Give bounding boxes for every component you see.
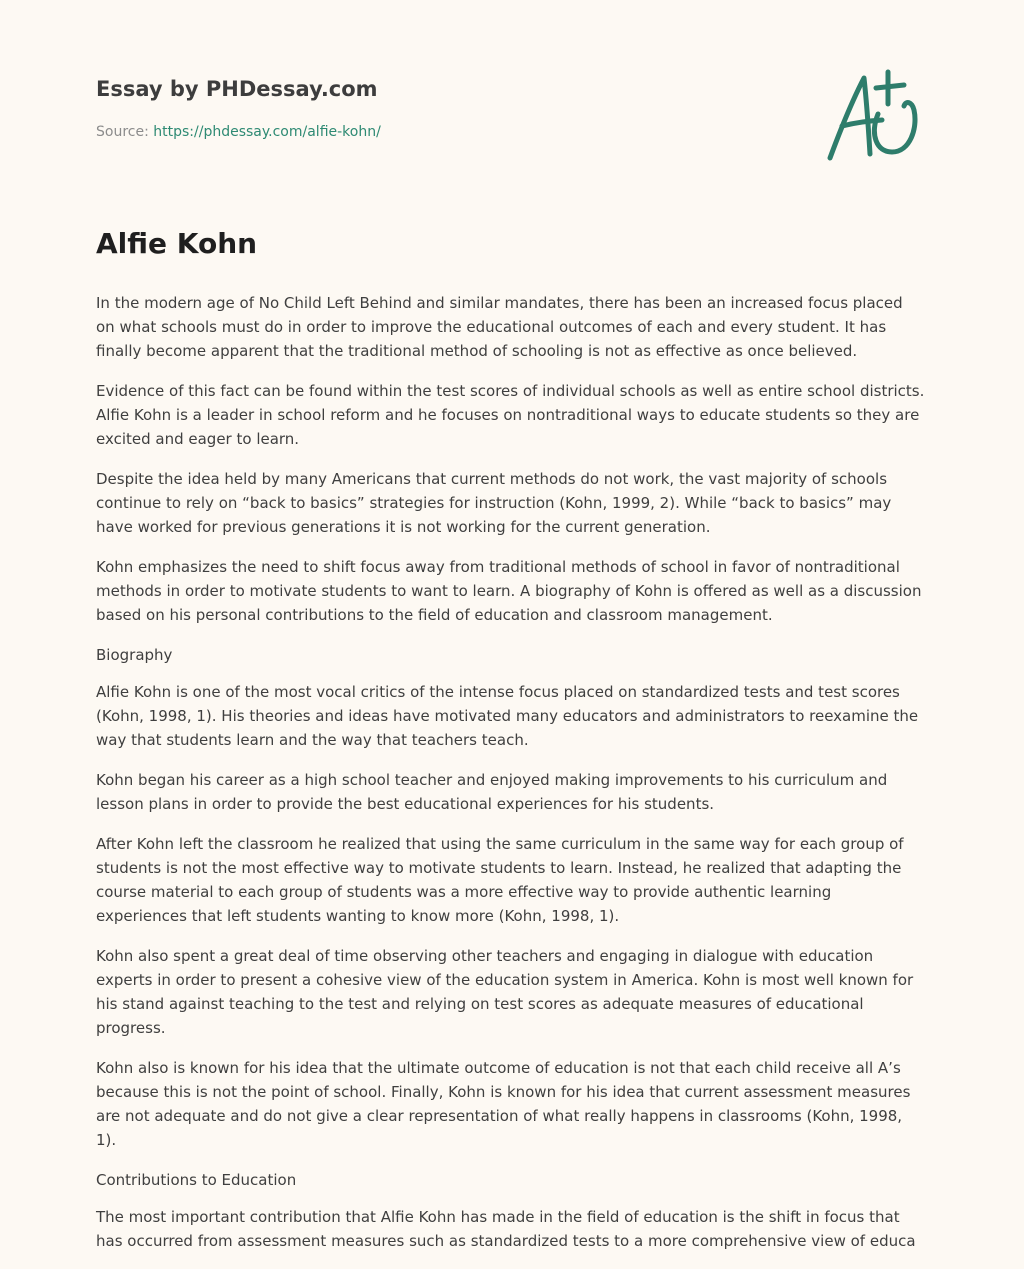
paragraph: Evidence of this fact can be found within the test scores of individual schools as well as entire school districts. Alfie Kohn is a leader in school reform and he focuses on nontraditional ways to educate students so they are excited and eager to learn. bbox=[96, 382, 925, 448]
essay-title: Alfie Kohn bbox=[96, 227, 258, 260]
page-header bbox=[96, 74, 696, 142]
paragraph: Kohn began his career as a high school teacher and enjoyed making improvements to his curriculum and lesson plans in order to provide the best educational experiences for his students. bbox=[96, 771, 888, 813]
paragraph: Kohn also is known for his idea that the ultimate outcome of education is not that each child receive all A’s because this is not the point of school. Finally, Kohn is known for his idea that current assessment measures are not adequate and do not give a clear representation of what really happens in classrooms (Kohn, 1998, 1). bbox=[96, 1059, 911, 1149]
paragraph: In the modern age of No Child Left Behind and similar mandates, there has been an increased focus placed on what schools must do in order to improve the educational outcomes of each and every student. It has finally become apparent that the traditional method of schooling is not as effective as once believed. bbox=[96, 294, 903, 360]
site-title: Essay by PHDessay.com bbox=[96, 77, 378, 101]
source-label: Source: bbox=[96, 124, 154, 140]
source-line bbox=[96, 122, 696, 142]
paragraph: Kohn emphasizes the need to shift focus away from traditional methods of school in favor of nontraditional methods in order to motivate students to want to learn. A biography of Kohn is offered as well as a discussion based on his personal contributions to the field of education and classroom management. bbox=[96, 558, 922, 624]
section-heading: Contributions to Education bbox=[96, 1171, 297, 1189]
a-plus-logo-icon bbox=[820, 66, 930, 166]
source-link[interactable]: https://phdessay.com/alfie-kohn/ bbox=[153, 124, 381, 140]
paragraph: Alfie Kohn is one of the most vocal critics of the intense focus placed on standardized tests and test scores (Kohn, 1998, 1). His theories and ideas have motivated many educators and administrators to reexamine the way that students learn and the way that teachers teach. bbox=[96, 683, 919, 749]
paragraph: Despite the idea held by many Americans that current methods do not work, the vast majority of schools continue to rely on “back to basics” strategies for instruction (Kohn, 1999, 2). While “back to basics” may have worked for previous generations it is not working for the current generation. bbox=[96, 470, 892, 536]
essay-content bbox=[96, 222, 926, 1269]
essay-body bbox=[96, 291, 926, 1253]
section-heading: Biography bbox=[96, 646, 173, 664]
paragraph: The most important contribution that Alfie Kohn has made in the field of education is the shift in focus that has occurred from assessment measures such as standardized tests to a more comprehensive view of educa bbox=[96, 1208, 916, 1250]
paragraph: After Kohn left the classroom he realized that using the same curriculum in the same way for each group of students is not the most effective way to motivate students to learn. Instead, he realized that adapting the course material to each group of students was a more effective way to provide authentic learning experiences that left students wanting to know more (Kohn, 1998, 1). bbox=[96, 835, 904, 925]
paragraph: Kohn also spent a great deal of time observing other teachers and engaging in dialogue with education experts in order to present a cohesive view of the education system in America. Kohn is most well known for his stand against teaching to the test and relying on test scores as adequate measures of educational progress. bbox=[96, 947, 914, 1037]
